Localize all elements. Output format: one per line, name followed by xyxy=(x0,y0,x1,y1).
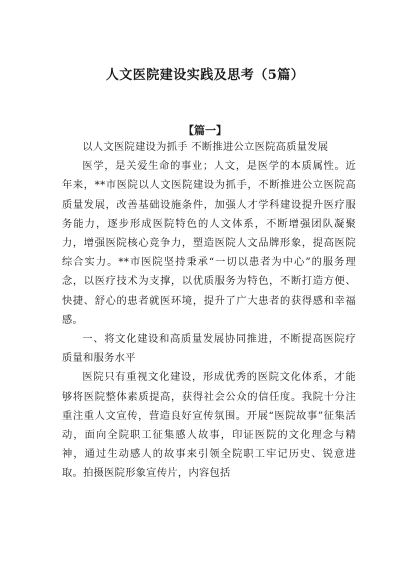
document-body xyxy=(62,138,356,484)
document-title: 人文医院建设实践及思考（5篇） xyxy=(105,68,305,83)
paragraph: 医学，是关爱生命的事业；人文，是医学的本质属性。近年来，**市医院以人文医院建设为抓手，不断推进公立医院高质量发展，改善基础设施条件，加强人才学科建设提升医疗服务能力，逐步形成医院特色的人文体系，不断增强团队凝聚力，增强医院核心竞争力，塑造医院人文品牌形象，提高医院综合实力。**市医院坚持秉承“一切以患者为中心”的服务理念，以医疗技术为支撑，以优质服务为特色，不断打造方便、快捷、舒心的患者就医环境，提升了广大患者的获得感和幸福感。 xyxy=(62,161,356,326)
paragraph-heading: 一、将文化建设和高质量发展协同推进，不断提高医院疗质量和服务水平 xyxy=(62,334,356,365)
section-heading: 【篇一】 xyxy=(183,124,227,137)
paragraph-subtitle: 以人文医院建设为抓手 不断推进公立医院高质量发展 xyxy=(82,142,329,153)
paragraph: 医院只有重视文化建设，形成优秀的医院文化体系，才能够将医院整体素质提高，获得社会公众的信任度。我院十分注重注重人文宣传，营造良好宣传氛围。开展“医院故事”征集活动，面向全院职工征集感人故事，印证医院的文化理念与精神，通过生动感人的故事来引领全院职工牢记历史、锐意进取。拍摄医院形象宣传片，内容包括 xyxy=(62,372,356,480)
